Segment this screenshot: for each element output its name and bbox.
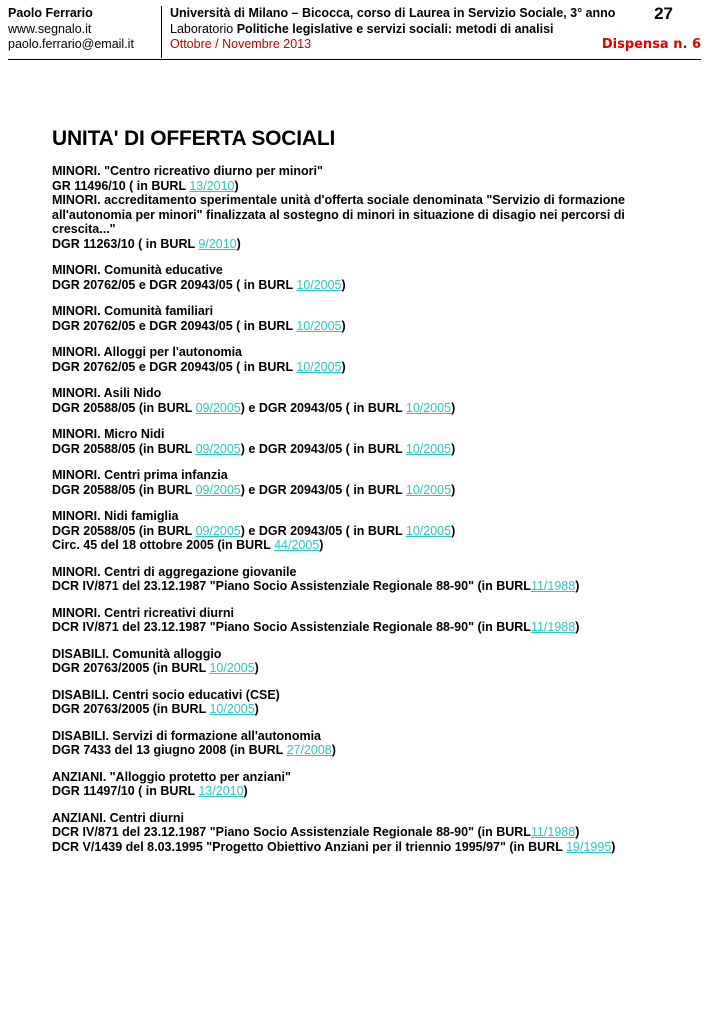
- entry-reference: [52, 483, 672, 498]
- entry-text: ): [451, 441, 456, 456]
- entry-reference: [52, 360, 672, 375]
- entry-text: ): [611, 839, 616, 854]
- entry-text: MINORI. Comunità familiari: [52, 304, 214, 318]
- burl-link[interactable]: 09/2005: [195, 400, 241, 415]
- entry-text: ): [234, 178, 239, 193]
- entry-text: ): [236, 236, 241, 251]
- burl-link[interactable]: 10/2005: [405, 523, 452, 538]
- entry-text: DCR IV/871 del 23.12.1987 "Piano Socio Assistenziale Regionale 88-90" (in BURL: [52, 825, 531, 839]
- entry-text: DGR 20763/2005 (in BURL: [52, 702, 210, 716]
- entry-heading: [52, 345, 672, 360]
- entry-reference: [52, 278, 672, 293]
- burl-link[interactable]: 10/2005: [209, 661, 255, 675]
- entry: [52, 509, 672, 553]
- entry-text: MINORI. Micro Nidi: [52, 427, 165, 441]
- entry-reference: [52, 538, 672, 553]
- entry-heading: [52, 565, 672, 580]
- entry-text: DGR 20588/05 (in BURL: [52, 523, 196, 538]
- entry-text: ): [331, 743, 336, 757]
- entry-heading: [52, 647, 672, 662]
- dispensa-label: Dispensa n. 6: [601, 37, 701, 52]
- entry-reference: [52, 825, 672, 840]
- entry: [52, 345, 672, 374]
- entry-text: DGR 20763/2005 (in BURL: [52, 661, 210, 675]
- entry-reference: [52, 524, 672, 539]
- entry-text: ) e DGR 20943/05 ( in BURL: [240, 441, 406, 456]
- entry-text: ): [341, 359, 346, 374]
- entry-text: ANZIANI. "Alloggio protetto per anziani": [52, 769, 291, 784]
- entry-heading: [52, 729, 672, 744]
- entry-text: DGR 20588/05 (in BURL: [52, 441, 196, 456]
- entry-heading: [52, 304, 672, 319]
- entry: [52, 386, 672, 415]
- entry: [52, 263, 672, 292]
- entry-reference: [52, 401, 672, 416]
- entry-text: DISABILI. Comunità alloggio: [52, 646, 222, 661]
- entry-text: MINORI. Centri ricreativi diurni: [52, 605, 234, 620]
- entry-text: ) e DGR 20943/05 ( in BURL: [240, 400, 406, 415]
- entry-reference: [52, 661, 672, 676]
- entry-text: ): [575, 825, 580, 839]
- entries-list: [52, 164, 672, 854]
- author-block: [8, 6, 156, 53]
- entry-reference: [52, 620, 672, 635]
- entry: [52, 688, 672, 717]
- entry: [52, 606, 672, 635]
- entry-heading: [52, 770, 672, 785]
- entry-text: GR 11496/10 ( in BURL: [52, 178, 190, 193]
- burl-link[interactable]: 10/2005: [296, 359, 342, 374]
- author-name: Paolo Ferrario: [8, 6, 93, 20]
- burl-link[interactable]: 13/2010: [189, 178, 235, 193]
- entry-text: MINORI. Comunità educative: [52, 263, 223, 277]
- entry-text: Circ. 45 del 18 ottobre 2005 (in BURL: [52, 538, 275, 552]
- lab-title: Politiche legislative e servizi sociali: metodi di analisi: [236, 21, 554, 36]
- entry-text: DISABILI. Centri socio educativi (CSE): [52, 687, 280, 702]
- entry-text: MINORI. "Centro ricreativo diurno per minori": [52, 164, 323, 178]
- entry-text: ): [451, 400, 456, 415]
- entry-text: ): [319, 538, 324, 552]
- burl-link[interactable]: 44/2005: [274, 538, 320, 552]
- entry-text: ANZIANI. Centri diurni: [52, 810, 184, 825]
- page-number: 27: [654, 4, 673, 23]
- entry-text: ): [254, 702, 259, 716]
- entry-text: MINORI. Asili Nido: [52, 386, 162, 400]
- entry-text: MINORI. Alloggi per l'autonomia: [52, 345, 243, 359]
- entry-text: DGR 20588/05 (in BURL: [52, 482, 196, 497]
- burl-link[interactable]: 13/2010: [198, 784, 244, 798]
- entry-reference: [52, 193, 672, 237]
- entry-heading: [52, 509, 672, 524]
- burl-link[interactable]: 11/1988: [530, 825, 576, 839]
- entry: [52, 468, 672, 497]
- entry-text: ): [575, 579, 580, 593]
- header-divider: [161, 6, 162, 58]
- entry-text: MINORI. Nidi famiglia: [52, 509, 179, 523]
- burl-link[interactable]: 09/2005: [195, 482, 241, 497]
- university-line: Università di Milano – Bicocca, corso di Laurea in Servizio Sociale, 3° anno: [170, 6, 616, 20]
- entry-heading: [52, 811, 672, 826]
- author-email: paolo.ferrario@email.it: [8, 37, 134, 51]
- burl-link[interactable]: 09/2005: [195, 441, 241, 456]
- entry-text: DGR 20762/05 e DGR 20943/05 ( in BURL: [52, 277, 297, 292]
- entry-text: DGR 7433 del 13 giugno 2008 (in BURL: [52, 743, 287, 757]
- burl-link[interactable]: 10/2005: [405, 482, 452, 497]
- burl-link[interactable]: 27/2008: [286, 743, 332, 757]
- entry-text: ): [451, 523, 456, 538]
- entry-reference: [52, 179, 672, 194]
- burl-link[interactable]: 9/2010: [198, 236, 237, 251]
- page-title: UNITA' DI OFFERTA SOCIALI: [52, 127, 336, 150]
- entry: [52, 427, 672, 456]
- lab-line: [170, 22, 650, 38]
- entry: [52, 647, 672, 676]
- entry-heading: [52, 606, 672, 621]
- entry-text: DCR IV/871 del 23.12.1987 "Piano Socio Assistenziale Regionale 88-90" (in BURL: [52, 579, 531, 593]
- entry: [52, 729, 672, 758]
- lab-prefix: Laboratorio: [170, 21, 237, 36]
- entry-text: ): [451, 482, 456, 497]
- burl-link[interactable]: 11/1988: [530, 579, 576, 593]
- author-website: www.segnalo.it: [8, 21, 92, 36]
- entry-text: MINORI. Centri di aggregazione giovanile: [52, 564, 297, 579]
- entry-text: MINORI. accreditamento sperimentale unità d'offerta sociale denominata "Servizio di formazione all'autonomia per minori" finalizzata al sostegno di minori in situazione di disagio nei percorsi di crescita...": [52, 193, 625, 236]
- entry-text: ) e DGR 20943/05 ( in BURL: [240, 523, 406, 538]
- entry-heading: [52, 427, 672, 442]
- entry: [52, 770, 672, 799]
- entry-heading: [52, 468, 672, 483]
- page-header: [8, 6, 701, 58]
- entry-text: DGR 11497/10 ( in BURL: [52, 784, 199, 798]
- course-date: Ottobre / Novembre 2013: [170, 37, 312, 51]
- course-block: [170, 6, 650, 53]
- entry-text: DGR 20588/05 (in BURL: [52, 400, 196, 415]
- entry: [52, 164, 672, 251]
- burl-link[interactable]: 10/2005: [405, 441, 452, 456]
- burl-link[interactable]: 10/2005: [296, 318, 342, 333]
- entry: [52, 304, 672, 333]
- entry-text: ): [341, 318, 346, 333]
- entry-reference: [52, 702, 672, 717]
- entry-text: DCR IV/871 del 23.12.1987 "Piano Socio Assistenziale Regionale 88-90" (in BURL: [52, 620, 531, 634]
- entry-text: ): [254, 661, 259, 675]
- entry-reference: [52, 319, 672, 334]
- entry-reference: [52, 237, 672, 252]
- entry: [52, 811, 672, 855]
- entry-heading: [52, 386, 672, 401]
- burl-link[interactable]: 10/2005: [296, 277, 342, 292]
- entry-reference: [52, 579, 672, 594]
- entry-text: ): [243, 784, 248, 798]
- entry-reference: [52, 743, 672, 758]
- entry-text: ) e DGR 20943/05 ( in BURL: [240, 482, 406, 497]
- burl-link[interactable]: 19/1995: [566, 839, 612, 854]
- entry-reference: [52, 840, 672, 855]
- entry-text: DCR V/1439 del 8.03.1995 "Progetto Obiettivo Anziani per il triennio 1995/97" (in BURL: [52, 839, 567, 854]
- header-rule: [8, 59, 701, 60]
- burl-link[interactable]: 10/2005: [209, 702, 255, 716]
- document-body: [52, 126, 672, 866]
- entry-heading: [52, 688, 672, 703]
- entry-text: ): [575, 620, 580, 634]
- entry-text: DGR 11263/10 ( in BURL: [52, 236, 199, 251]
- entry-text: DGR 20762/05 e DGR 20943/05 ( in BURL: [52, 359, 297, 374]
- burl-link[interactable]: 10/2005: [405, 400, 452, 415]
- entry-text: MINORI. Centri prima infanzia: [52, 468, 228, 482]
- burl-link[interactable]: 11/1988: [530, 620, 576, 634]
- entry: [52, 565, 672, 594]
- entry-reference: [52, 442, 672, 457]
- entry-text: ): [341, 277, 346, 292]
- entry-text: DGR 20762/05 e DGR 20943/05 ( in BURL: [52, 318, 297, 333]
- entry-heading: [52, 164, 672, 179]
- entry-reference: [52, 784, 672, 799]
- entry-text: DISABILI. Servizi di formazione all'autonomia: [52, 728, 321, 743]
- entry-heading: [52, 263, 672, 278]
- burl-link[interactable]: 09/2005: [195, 523, 241, 538]
